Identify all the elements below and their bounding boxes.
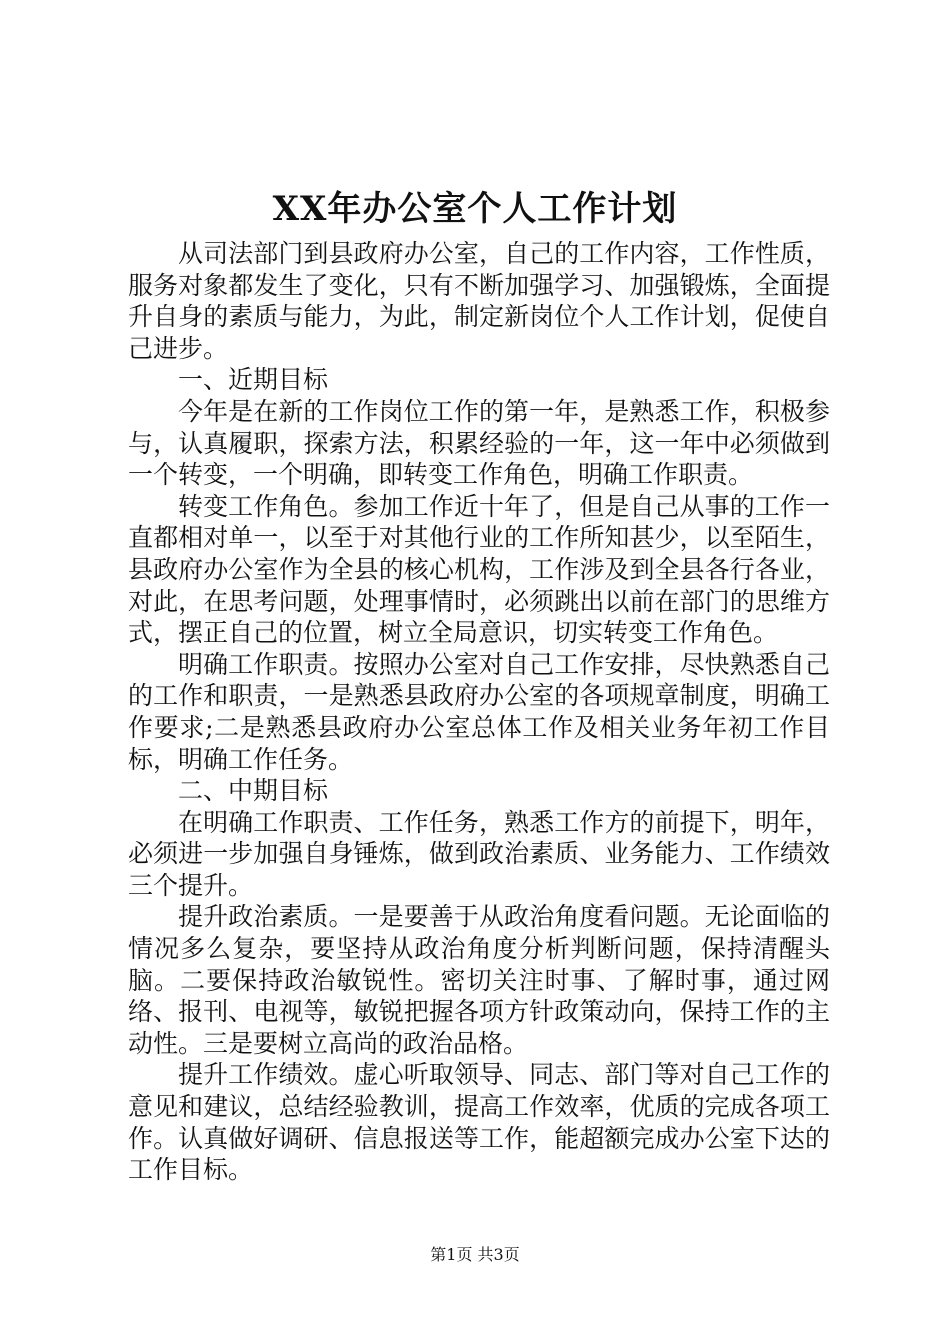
document-body <box>128 238 830 1186</box>
document-title: XX年办公室个人工作计划 <box>272 189 678 229</box>
paragraph-near-term: 今年是在新的工作岗位工作的第一年，是熟悉工作，积极参与，认真履职，探索方法，积累经验的一年，这一年中必须做到一个转变，一个明确，即转变工作角色，明确工作职责。 <box>128 396 830 490</box>
heading-mid-term-goals: 二、中期目标 <box>178 776 329 806</box>
paragraph-role-change: 转变工作角色。参加工作近十年了，但是自己从事的工作一直都相对单一，以至于对其他行业的工作所知甚少，以至陌生，县政府办公室作为全县的核心机构，工作涉及到全县各行各业，对此，在思考问题，处理事情时，必须跳出以前在部门的思维方式，摆正自己的位置，树立全局意识，切实转变工作角色。 <box>128 491 830 648</box>
paragraph-mid-term: 在明确工作职责、工作任务，熟悉工作方的前提下，明年，必须进一步加强自身锤炼，做到政治素质、业务能力、工作绩效三个提升。 <box>128 807 830 900</box>
page-number-footer: 第1页 共3页 <box>430 1245 520 1264</box>
paragraph-clarify-duties: 明确工作职责。按照办公室对自己工作安排，尽快熟悉自己的工作和职责，一是熟悉县政府办公室的各项规章制度，明确工作要求;二是熟悉县政府办公室总体工作及相关业务年初工作目标，明确工作任务。 <box>128 649 830 774</box>
paragraph-political-quality: 提升政治素质。一是要善于从政治角度看问题。无论面临的情况多么复杂，要坚持从政治角度分析判断问题，保持清醒头脑。二要保持政治敏锐性。密切关注时事、了解时事，通过网络、报刊、电视等，敏锐把握各项方针政策动向，保持工作的主动性。三是要树立高尚的政治品格。 <box>128 902 830 1058</box>
heading-near-term-goals: 一、近期目标 <box>178 365 329 395</box>
paragraph-work-performance: 提升工作绩效。虚心听取领导、同志、部门等对自己工作的意见和建议，总结经验教训，提高工作效率，优质的完成各项工作。认真做好调研、信息报送等工作，能超额完成办公室下达的工作目标。 <box>128 1060 830 1185</box>
paragraph-intro: 从司法部门到县政府办公室，自己的工作内容，工作性质，服务对象都发生了变化，只有不断加强学习、加强锻炼，全面提升自身的素质与能力，为此，制定新岗位个人工作计划，促使自己进步。 <box>128 239 830 363</box>
